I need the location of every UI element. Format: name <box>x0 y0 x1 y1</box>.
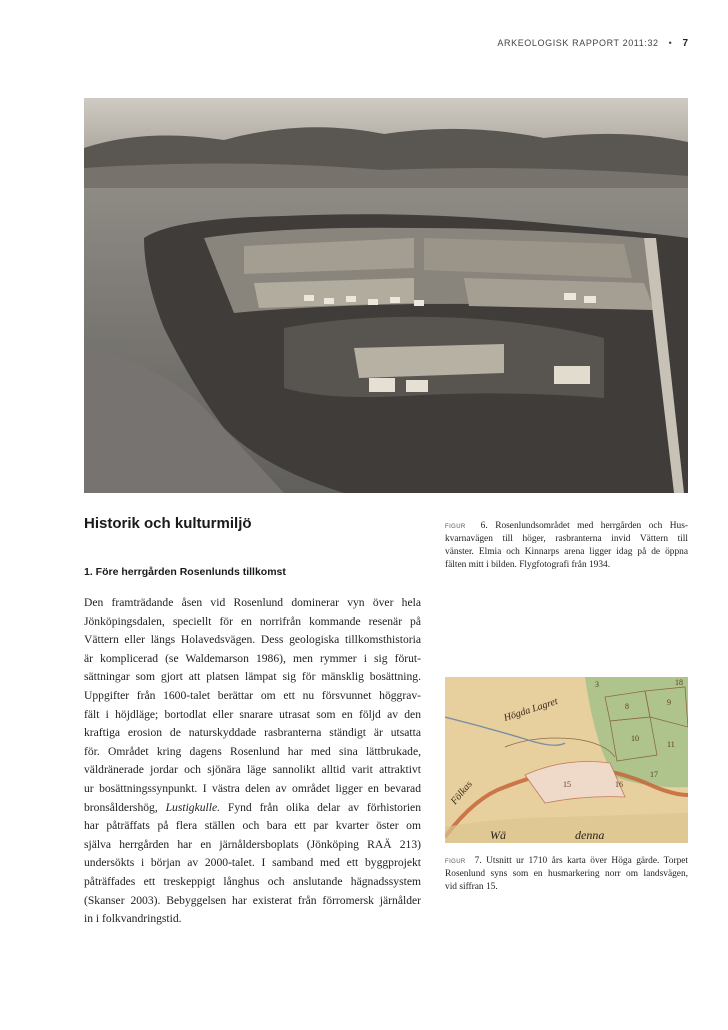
body-line: Uppgifter från 1600-talet berättar om ett nu försvunnet höggrav- <box>84 688 421 702</box>
caption-line: Rosenlund syns som en husmarkering norr om landsvägen, <box>445 869 688 879</box>
figure-number: 7. <box>474 856 487 866</box>
map-parcel-number: 10 <box>631 734 639 743</box>
body-line: Vättern eller längs Holavedsvägen. Dess geologiska tillkomsthistoria <box>84 633 421 647</box>
aerial-photograph <box>84 98 688 493</box>
running-title: ARKEOLOGISK RAPPORT 2011:32 <box>497 38 659 48</box>
page-number: 7 <box>682 38 688 49</box>
body-line: påträffades ett treskeppigt långhus och anslutande hägnadssystem <box>84 874 421 888</box>
body-line: väldränerade jordar och sjönära läge sannolikt alltid varit attraktivt <box>84 763 421 777</box>
body-line <box>84 799 421 818</box>
body-line: för. Området kring dagens Rosenlund har med sina lättbrukade, <box>84 744 421 758</box>
body-line: fält i höjdläge; bortodlat eller snarare utrasat som en följd av den <box>84 707 421 721</box>
figure-6-caption <box>445 519 688 572</box>
body-line: sättningar som gjort att platsen lämpat sig för mänsklig bosättning. <box>84 670 421 684</box>
body-text-run: Fynd från olika delar av förhistorien <box>220 800 421 814</box>
caption-text: Utsnitt ur 1710 års karta över Höga gärde. Torpet <box>486 856 688 866</box>
running-header <box>497 38 688 49</box>
map-road-label: Högda Lagret <box>502 696 560 724</box>
map-parcel-number: 18 <box>675 678 683 687</box>
body-text-run: bronsåldershög, <box>84 800 166 814</box>
caption-line: vid siffran 15. <box>445 882 498 892</box>
figure-7-caption <box>445 854 688 894</box>
map-parcel-number: 16 <box>615 780 623 789</box>
body-line: ur bosättningssynpunkt. I västra delen av området ligger en bevarad <box>84 781 421 795</box>
body-line: har påträffats på flera ställen och bara ett par kvarter öster om <box>84 819 421 833</box>
map-parcel-number: 17 <box>650 770 658 779</box>
figure-label: figur <box>445 856 466 865</box>
body-text <box>84 594 421 929</box>
body-line: kraftiga erosion de naturskyddade rasbranterna ständigt är utsatta <box>84 726 421 740</box>
caption-line <box>445 519 688 533</box>
map-water-label-1: Wä <box>490 828 506 842</box>
header-bullet: • <box>668 38 673 48</box>
body-line: Jönköpingsdalen, speciellt för en norrifrån kommande resenär på <box>84 614 421 628</box>
map-parcel-number: 3 <box>595 680 599 689</box>
subsection-heading: 1. Före herrgården Rosenlunds tillkomst <box>84 566 286 578</box>
map-water-label-2: denna <box>575 828 605 842</box>
map-parcel-number: 11 <box>667 740 675 749</box>
body-line: undersökts i början av 2000-talet. I samband med ett byggprojekt <box>84 856 421 870</box>
historic-map <box>445 677 688 843</box>
site-name-italic: Lustigkulle. <box>165 800 221 814</box>
body-line: Den framträdande åsen vid Rosenlund dominerar vyn över hela <box>84 596 421 609</box>
section-heading: Historik och kulturmiljö <box>84 515 252 532</box>
map-parcel-number: 15 <box>563 780 571 789</box>
caption-text: Rosenlundsområdet med herrgården och Hus- <box>495 521 688 531</box>
body-line: (Skanser 2003). Bebyggelsen har existerat från förromersk järnålder <box>84 893 421 907</box>
figure-label: figur <box>445 521 466 530</box>
map-bay-label: Fölkas <box>448 779 475 807</box>
caption-line: vänster. Elmia och Kinnarps arena ligger idag på de öppna <box>445 547 688 557</box>
caption-line <box>445 854 688 868</box>
body-line: in i folkvandringstid. <box>84 912 182 926</box>
caption-line: kvarnavägen till höger, rasbranterna invid Vättern till <box>445 534 688 544</box>
map-parcel-number: 8 <box>625 702 629 711</box>
map-parcel-number: 9 <box>667 698 671 707</box>
caption-line: fälten mitt i bilden. Flygfotografi från 1934. <box>445 560 611 570</box>
body-line: själva herrgården har en järnåldersboplats (Jönköping RAÄ 213) <box>84 837 421 851</box>
figure-number: 6. <box>480 521 496 531</box>
body-line: är komplicerad (se Waldemarson 1986), men rymmer i sig förut- <box>84 651 421 665</box>
